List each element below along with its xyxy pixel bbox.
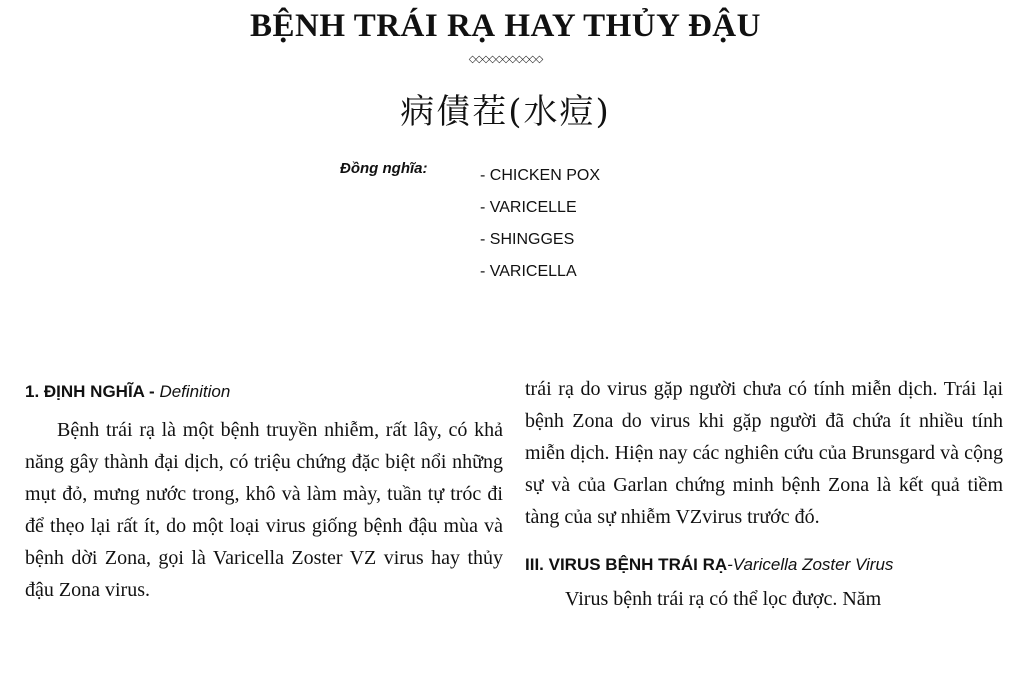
synonyms-list [480,160,600,288]
synonym-item: - VARICELLE [480,199,577,216]
continued-paragraph: trái rạ do virus gặp người chưa có tính miễn dịch. Trái lại bệnh Zona do virus khi gặp người đã chứa ít nhiều tính miễn dịch. Hiện nay các nghiên cứu của Brunsgard và cộng sự và của Garlan chứng minh bệnh Zona là kết quả tiềm tàng của sự nhiễm VZvirus trước đó. [525,378,1003,528]
section-heading-number: 1. ĐỊNH NGHĨA - [25,382,155,401]
section-heading-subtitle: -Varicella Zoster Virus [727,555,894,574]
definition-paragraph: Bệnh trái rạ là một bệnh truyền nhiễm, rất lây, có khả năng gây thành đại dịch, có triệu chứng đặc biệt nổi những mụt đỏ, mưng nước trong, khô và làm mày, tuần tự tróc đi để thẹo lại rất ít, do một loại virus giống bệnh đậu mùa và bệnh dời Zona, gọi là Varicella Zoster VZ virus hay thủy đậu Zona virus. [25,419,503,601]
virus-paragraph: Virus bệnh trái rạ có thể lọc được. Năm [565,588,882,610]
left-column [25,382,503,606]
section-heading-subtitle: Definition [154,382,231,401]
section-heading-virus [525,555,1003,575]
section-heading-definition [25,382,503,402]
section-heading-number: III. VIRUS BỆNH TRÁI RẠ [525,555,728,574]
page-title: BỆNH TRÁI RẠ HAY THỦY ĐẬU [250,8,761,44]
synonym-item: - VARICELLA [480,263,577,280]
right-column [525,373,1003,615]
synonym-item: - SHINGGES [480,231,575,248]
chinese-title: 病債茬(水痘) [400,92,611,132]
synonym-item: - CHICKEN POX [480,167,601,184]
synonyms-label: Đồng nghĩa: [340,160,428,177]
title-ornament: ◇◇◇◇◇◇◇◇◇◇◇ [468,54,543,65]
